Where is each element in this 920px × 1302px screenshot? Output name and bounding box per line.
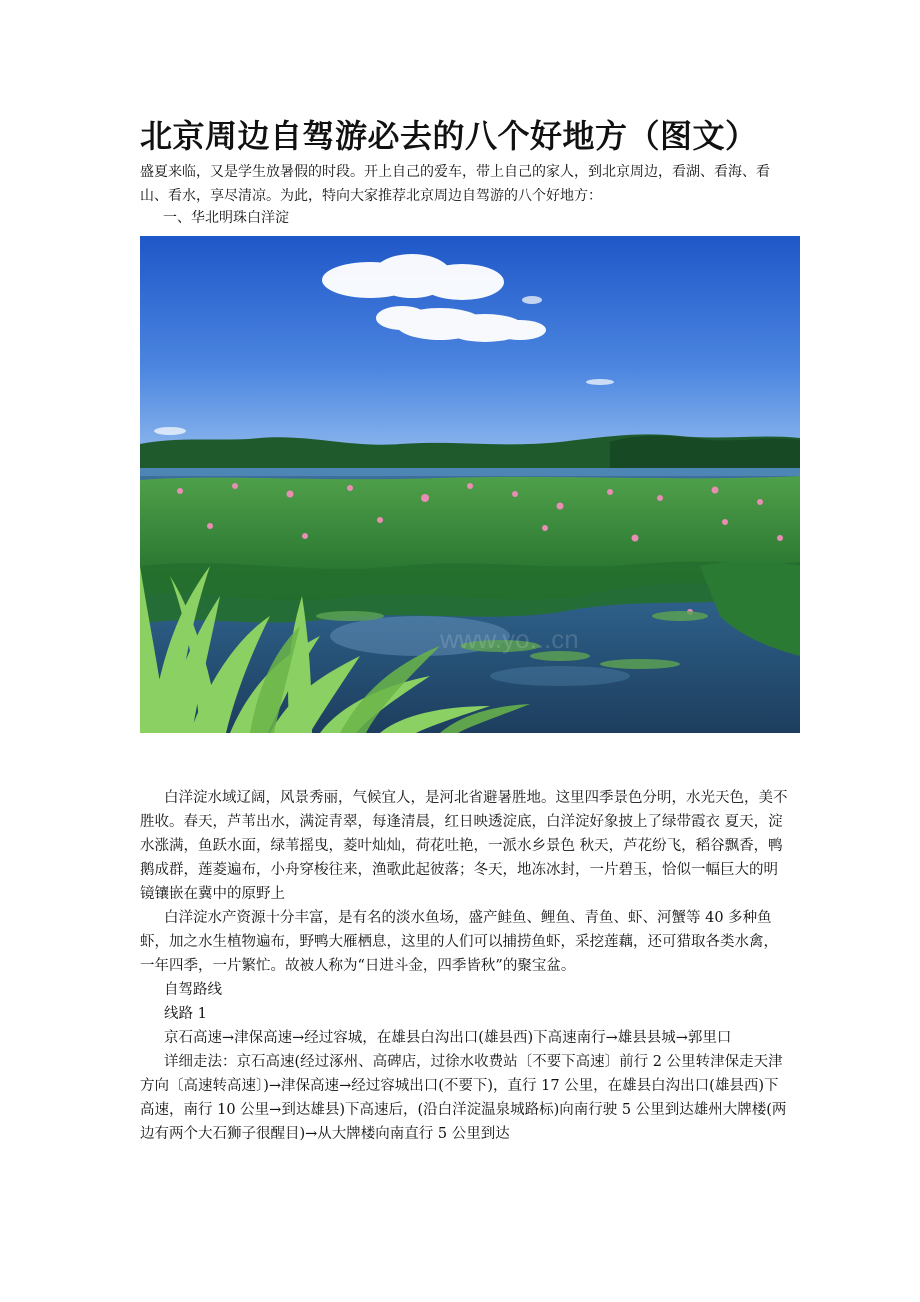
section-heading-baiyangdian: 一、华北明珠白洋淀 [163, 210, 289, 226]
paragraph-resources: 白洋淀水产资源十分丰富，是有名的淡水鱼场，盛产鲑鱼、鲤鱼、青鱼、虾、河蟹等 40 多种鱼虾，加之水生植物遍布，野鸭大雁栖息，这里的人们可以捕捞鱼虾，采挖莲藕，还可猎取各类水禽，一年四季，一片繁忙。故被人称为“日进斗金，四季皆秋”的聚宝盆。 [140, 910, 778, 974]
paragraph-scenery: 白洋淀水域辽阔，风景秀丽，气候宜人，是河北省避暑胜地。这里四季景色分明，水光天色，美不胜收。春天，芦苇出水，满淀青翠，每逢清晨，红日映透淀底，白洋淀好象披上了绿带霞衣 夏天，淀水涨满，鱼跃水面，绿苇摇曳，菱叶灿灿，荷花吐艳，一派水乡景色 秋天，芦花纷飞，稻谷飘香，鸭鹅成群，莲菱遍布，小舟穿梭往来，渔歌此起彼落；冬天，地冻冰封，一片碧玉，恰似一幅巨大的明镜镶嵌在冀中的原野上 [140, 790, 788, 902]
photo-watermark: www.yo...cn [440, 624, 579, 654]
lake-lotus-photo [140, 236, 800, 733]
article-title: 北京周边自驾游必去的八个好地方（图文） [140, 117, 758, 155]
lake-lotus-illustration [140, 236, 800, 733]
article-body [140, 786, 790, 1146]
paragraph-route-1-summary: 京石高速→津保高速→经过容城，在雄县白沟出口(雄县西)下高速南行→雄县县城→郭里口 [164, 1030, 732, 1046]
subheading-route-1: 线路 1 [164, 1006, 207, 1022]
paragraph-route-1-details: 详细走法：京石高速(经过涿州、高碑店，过徐水收费站〔不要下高速〕前行 2 公里转津保走天津方向〔高速转高速〕)→津保高速→经过容城出口(不要下)，直行 17 公里，在雄县白沟出口(雄县西)下高速，南行 10 公里→到达雄县)下高速后，(沿白洋淀温泉城路标)向南行驶 5 公里到达雄州大牌楼(两边有两个大石狮子很醒目)→从大牌楼向南直行 5 公里到达 [140, 1054, 787, 1142]
intro-paragraph: 盛夏来临，又是学生放暑假的时段。开上自己的爱车，带上自己的家人，到北京周边，看湖、看海、看山、看水，享尽清凉。为此，特向大家推荐北京周边自驾游的八个好地方： [140, 164, 770, 204]
subheading-driving-route: 自驾路线 [164, 982, 222, 998]
